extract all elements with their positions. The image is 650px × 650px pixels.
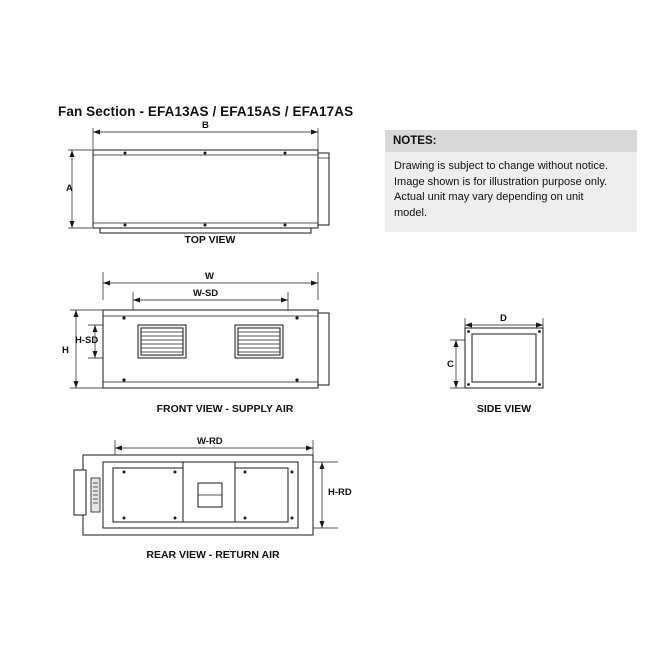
dim-label-c: C <box>447 359 454 370</box>
caption-front-view: FRONT VIEW - SUPPLY AIR <box>156 403 294 415</box>
notes-heading: NOTES: <box>385 130 637 152</box>
dim-label-w: W <box>205 271 214 282</box>
caption-rear-view: REAR VIEW - RETURN AIR <box>146 549 280 561</box>
dim-label-h-sd: H-SD <box>75 335 99 346</box>
dim-label-h: H <box>62 345 69 356</box>
dim-label-h-rd: H-RD <box>328 487 352 498</box>
dim-label-w-rd: W-RD <box>197 436 223 447</box>
page-title-text: Fan Section - EFA13AS / EFA15AS / EFA17AS <box>58 104 354 119</box>
dim-label-a: A <box>66 183 73 194</box>
notes-line-1: Drawing is subject to change without notice. <box>394 160 609 172</box>
notes-line-2: Image shown is for illustration purpose only. <box>394 175 608 188</box>
notes-line-4: model. <box>394 206 428 219</box>
notes-line-3: Actual unit may vary depending on unit <box>394 191 584 203</box>
dim-label-w-sd: W-SD <box>193 288 219 299</box>
caption-side-view: SIDE VIEW <box>476 403 532 415</box>
caption-top-view: TOP VIEW <box>184 234 236 246</box>
dim-label-d: D <box>500 313 507 324</box>
dim-label-b: B <box>202 120 209 131</box>
